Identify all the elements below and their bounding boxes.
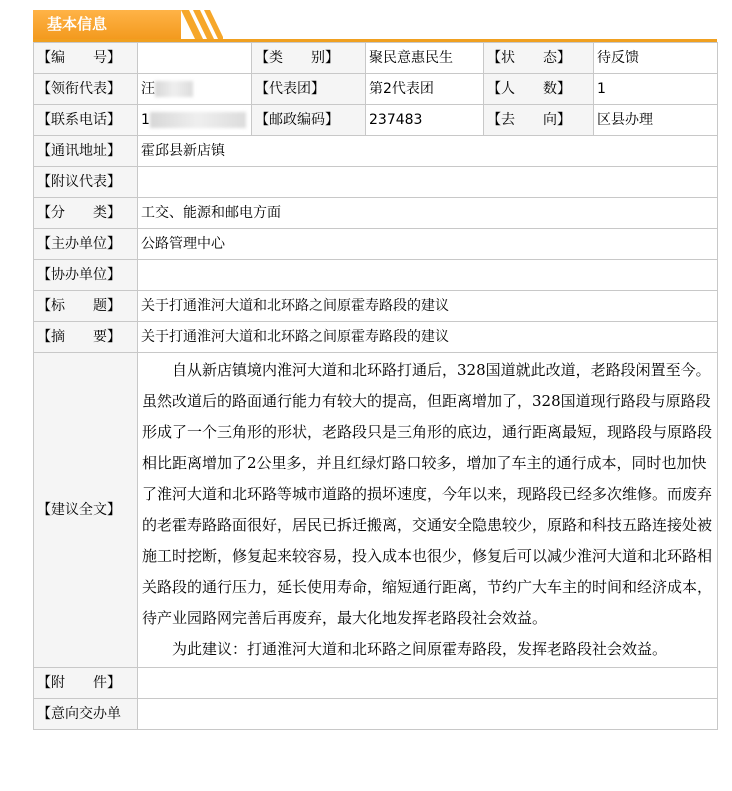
stripes-decoration — [181, 10, 223, 39]
table-row — [34, 353, 718, 668]
value-address: 霍邱县新店镇 — [138, 136, 718, 167]
label-full-text: 【建议全文】 — [34, 353, 138, 668]
value-summary: 关于打通淮河大道和北环路之间原霍寿路段的建议 — [138, 322, 718, 353]
label-lead-rep: 【领衔代表】 — [34, 74, 138, 105]
label-host-unit: 【主办单位】 — [34, 229, 138, 260]
value-host-unit: 公路管理中心 — [138, 229, 718, 260]
basic-info-panel — [33, 8, 717, 730]
label-summary: 【摘 要】 — [34, 322, 138, 353]
table-row — [34, 291, 718, 322]
info-table — [33, 42, 718, 730]
value-delegation: 第2代表团 — [366, 74, 484, 105]
label-category: 【类 别】 — [252, 43, 366, 74]
table-row — [34, 105, 718, 136]
value-full-text — [138, 353, 718, 668]
value-number — [138, 43, 252, 74]
value-attachment — [138, 668, 718, 699]
table-row — [34, 699, 718, 730]
label-phone: 【联系电话】 — [34, 105, 138, 136]
label-assist-unit: 【协办单位】 — [34, 260, 138, 291]
table-row — [34, 229, 718, 260]
label-title: 【标 题】 — [34, 291, 138, 322]
table-row — [34, 167, 718, 198]
label-postcode: 【邮政编码】 — [252, 105, 366, 136]
label-delegation: 【代表团】 — [252, 74, 366, 105]
value-status: 待反馈 — [594, 43, 718, 74]
value-destination: 区县办理 — [594, 105, 718, 136]
table-row — [34, 668, 718, 699]
table-row — [34, 322, 718, 353]
label-attachment: 【附 件】 — [34, 668, 138, 699]
value-phone: 1 — [138, 105, 252, 136]
section-header — [33, 8, 717, 42]
table-row — [34, 136, 718, 167]
value-title: 关于打通淮河大道和北环路之间原霍寿路段的建议 — [138, 291, 718, 322]
label-intent: 【意向交办单 — [34, 699, 138, 730]
label-status: 【状 态】 — [484, 43, 594, 74]
value-classification: 工交、能源和邮电方面 — [138, 198, 718, 229]
full-text-paragraph-1: 自从新店镇境内淮河大道和北环路打通后，328国道就此改道，老路段闲置至今。虽然改道后的路面通行能力有较大的提高，但距离增加了，328国道现行路段与原路段形成了一个三角形的形状，老路段只是三角形的底边，通行距离最短，现路段与原路段相比距离增加了2公里多，并且红绿灯路口较多，增加了车主的通行成本，同时也加快了淮河大道和北环路等城市道路的损坏速度，今年以来，现路段已经多次维修。而废弃的老霍寿路路面很好，居民已拆迁搬离，交通安全隐患较少，原路和科技五路连接处被施工时挖断，修复起来较容易，投入成本也很少，修复后可以减少淮河大道和北环路相关路段的通行压力，延长使用寿命，缩短通行距离，节约广大车主的时间和经济成本，待产业园路网完善后再废弃，最大化地发挥老路段社会效益。 — [142, 361, 713, 627]
label-destination: 【去 向】 — [484, 105, 594, 136]
value-lead-rep: 汪 — [138, 74, 252, 105]
label-address: 【通讯地址】 — [34, 136, 138, 167]
label-people: 【人 数】 — [484, 74, 594, 105]
section-title: 基本信息 — [33, 10, 181, 39]
value-intent — [138, 699, 718, 730]
value-assist-unit — [138, 260, 718, 291]
table-row — [34, 198, 718, 229]
label-classification: 【分 类】 — [34, 198, 138, 229]
value-postcode: 237483 — [366, 105, 484, 136]
label-co-reps: 【附议代表】 — [34, 167, 138, 198]
value-co-reps — [138, 167, 718, 198]
table-row — [34, 260, 718, 291]
table-row — [34, 43, 718, 74]
table-row — [34, 74, 718, 105]
label-number: 【编 号】 — [34, 43, 138, 74]
value-category: 聚民意惠民生 — [366, 43, 484, 74]
full-text-paragraph-2: 为此建议：打通淮河大道和北环路之间原霍寿路段，发挥老路段社会效益。 — [172, 640, 668, 658]
value-people: 1 — [594, 74, 718, 105]
